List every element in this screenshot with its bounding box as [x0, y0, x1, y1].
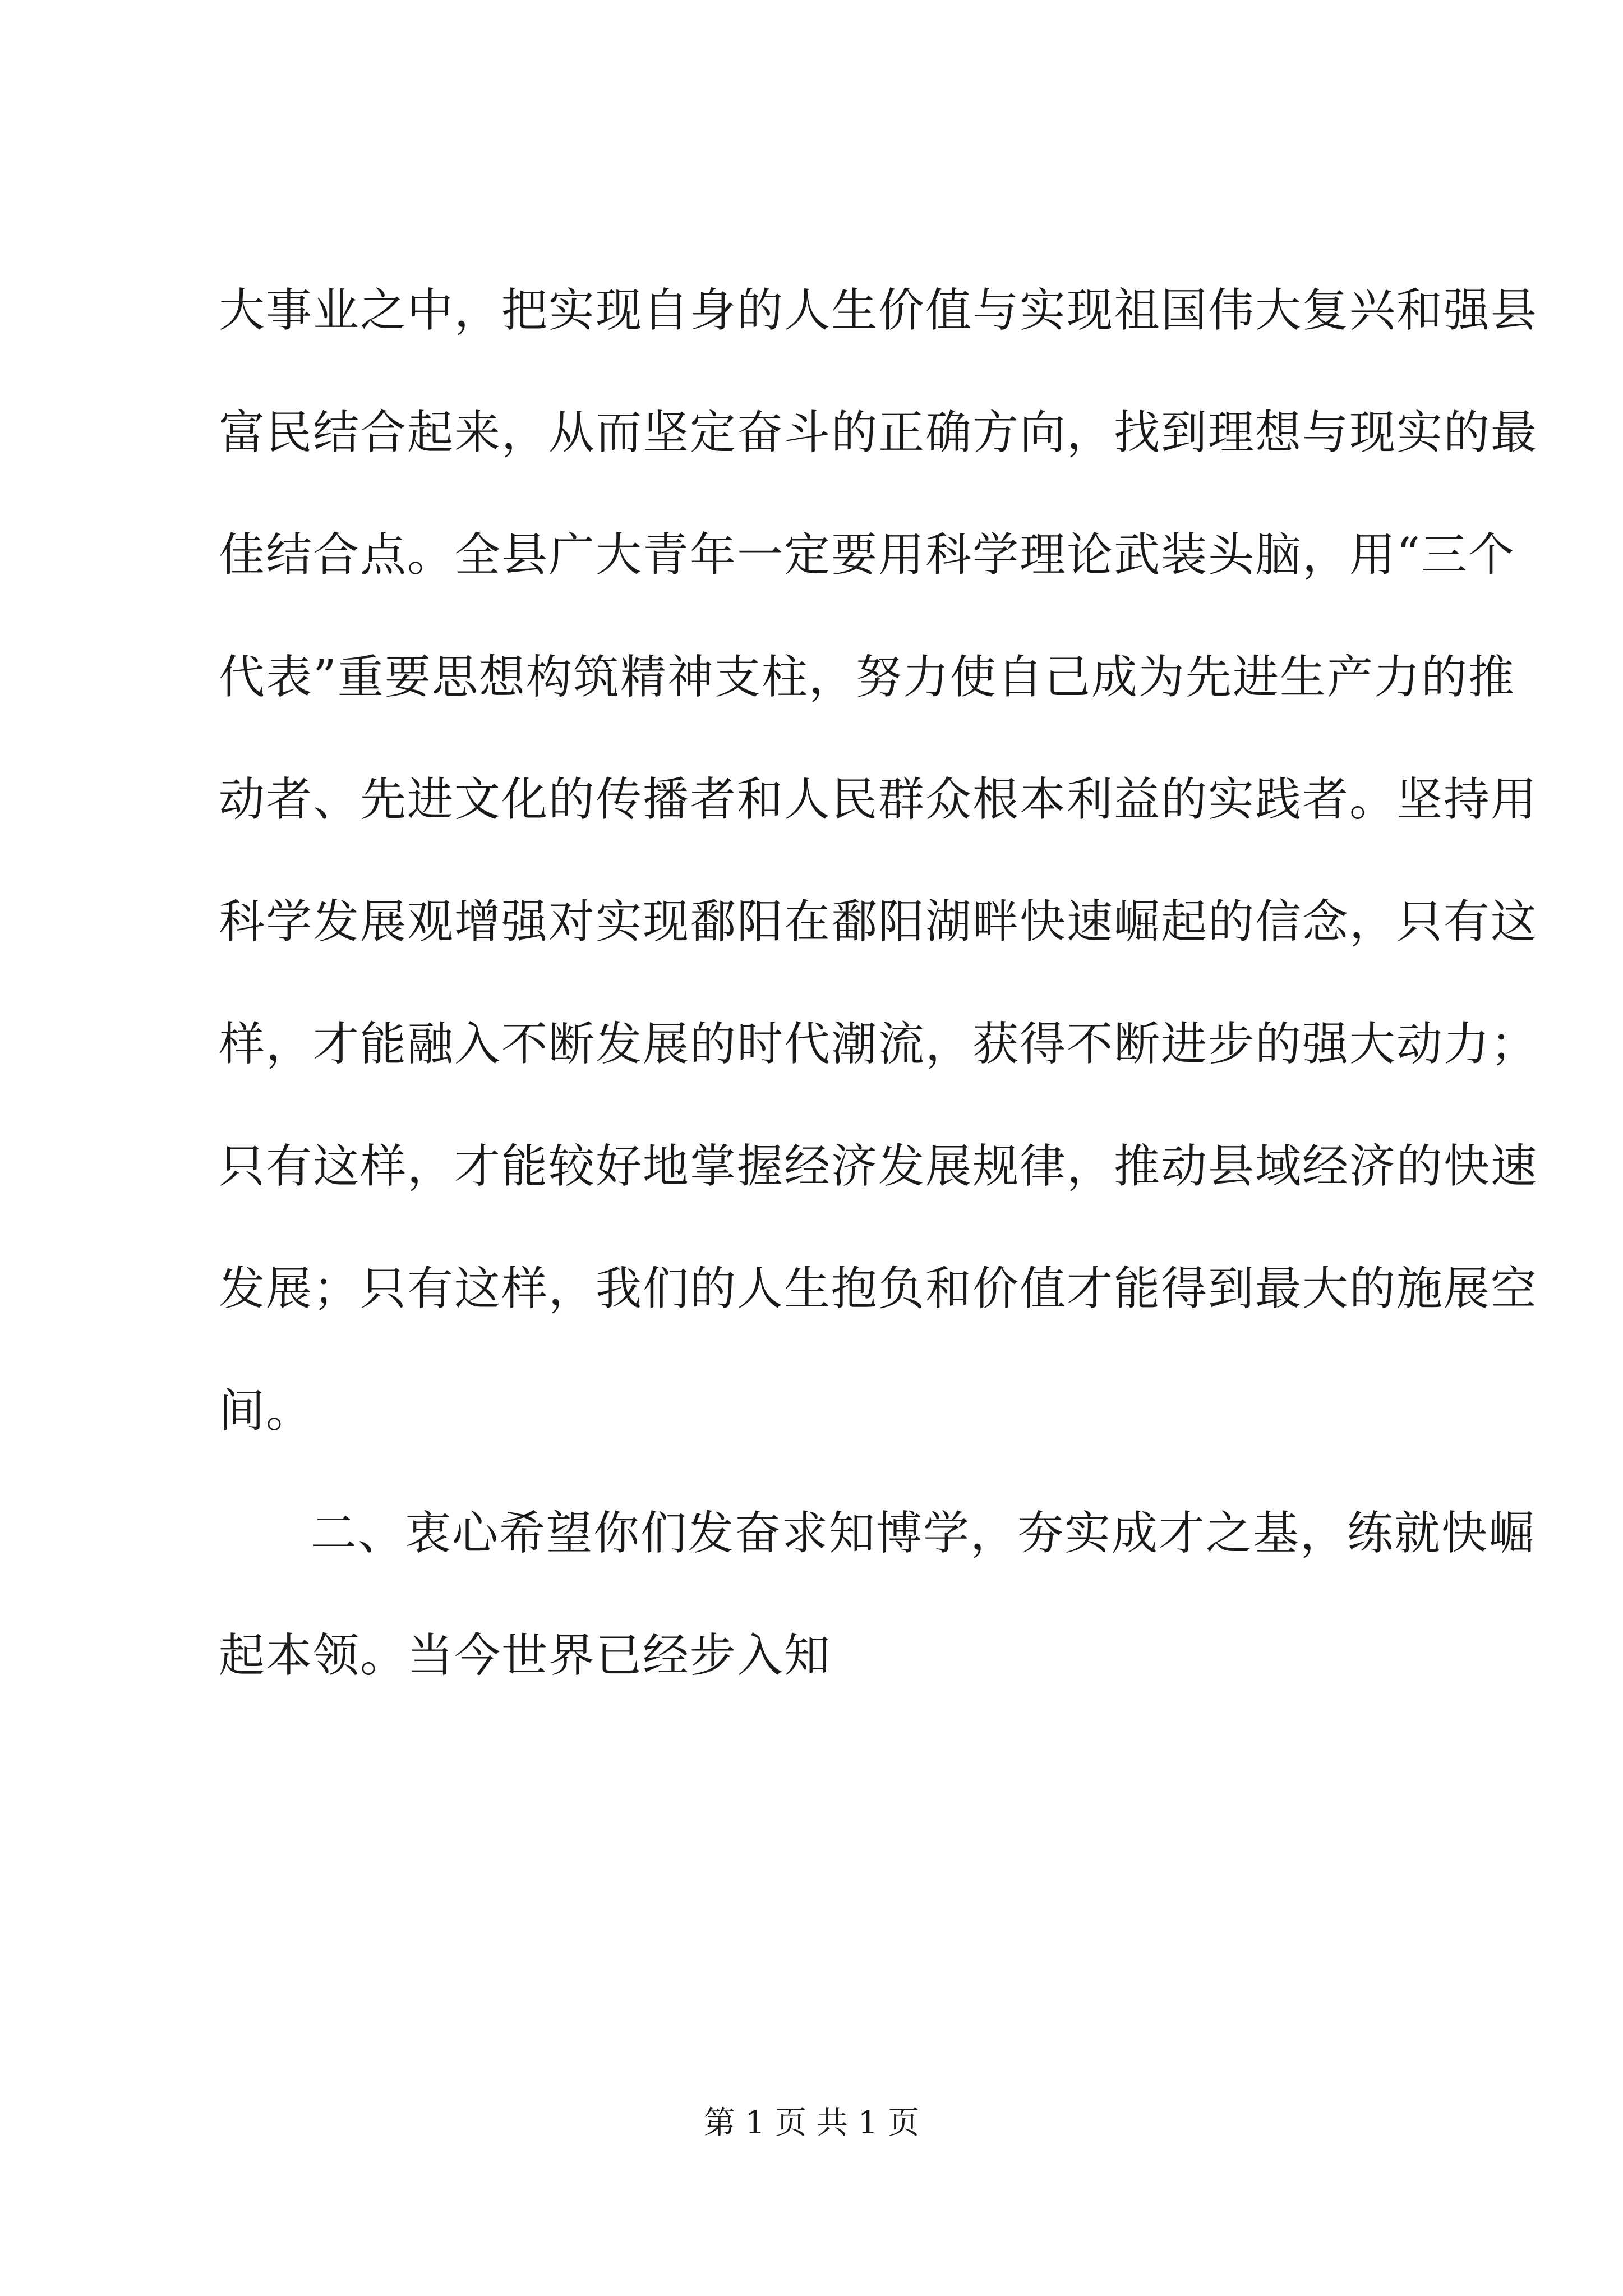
text-line: 大事业之中，把实现自身的人生价值与实现祖国伟大复兴和强县 — [219, 284, 1538, 337]
text-line: 样，才能融入不断发展的时代潮流，获得不断进步的强大动力； — [219, 1018, 1538, 1071]
document-body — [219, 250, 1538, 1717]
text-line: 只有这样，才能较好地掌握经济发展规律，推动县域经济的快速 — [219, 1140, 1538, 1193]
text-line: 发展；只有这样，我们的人生抱负和价值才能得到最大的施展空 — [219, 1262, 1538, 1315]
text-line: 科学发展观增强对实现鄱阳在鄱阳湖畔快速崛起的信念，只有这 — [219, 895, 1538, 949]
text-line: 二、衷心希望你们发奋求知博学，夯实成才之基，练就快崛 — [311, 1507, 1536, 1560]
paragraph-2 — [219, 1473, 1536, 1717]
text-line: 起本领。当今世界已经步入知 — [219, 1629, 832, 1682]
paragraph-1 — [219, 250, 1538, 1473]
text-line: 间。 — [219, 1384, 313, 1438]
text-line: 代表”重要思想构筑精神支柱，努力使自己成为先进生产力的推 — [219, 651, 1515, 704]
page-number-footer: 第 1 页 共 1 页 — [703, 2105, 920, 2141]
text-line: 佳结合点。全县广大青年一定要用科学理论武装头脑，用“三个 — [219, 528, 1515, 582]
text-line: 动者、先进文化的传播者和人民群众根本利益的实践者。坚持用 — [219, 773, 1538, 826]
text-line: 富民结合起来，从而坚定奋斗的正确方向，找到理想与现实的最 — [219, 406, 1538, 459]
